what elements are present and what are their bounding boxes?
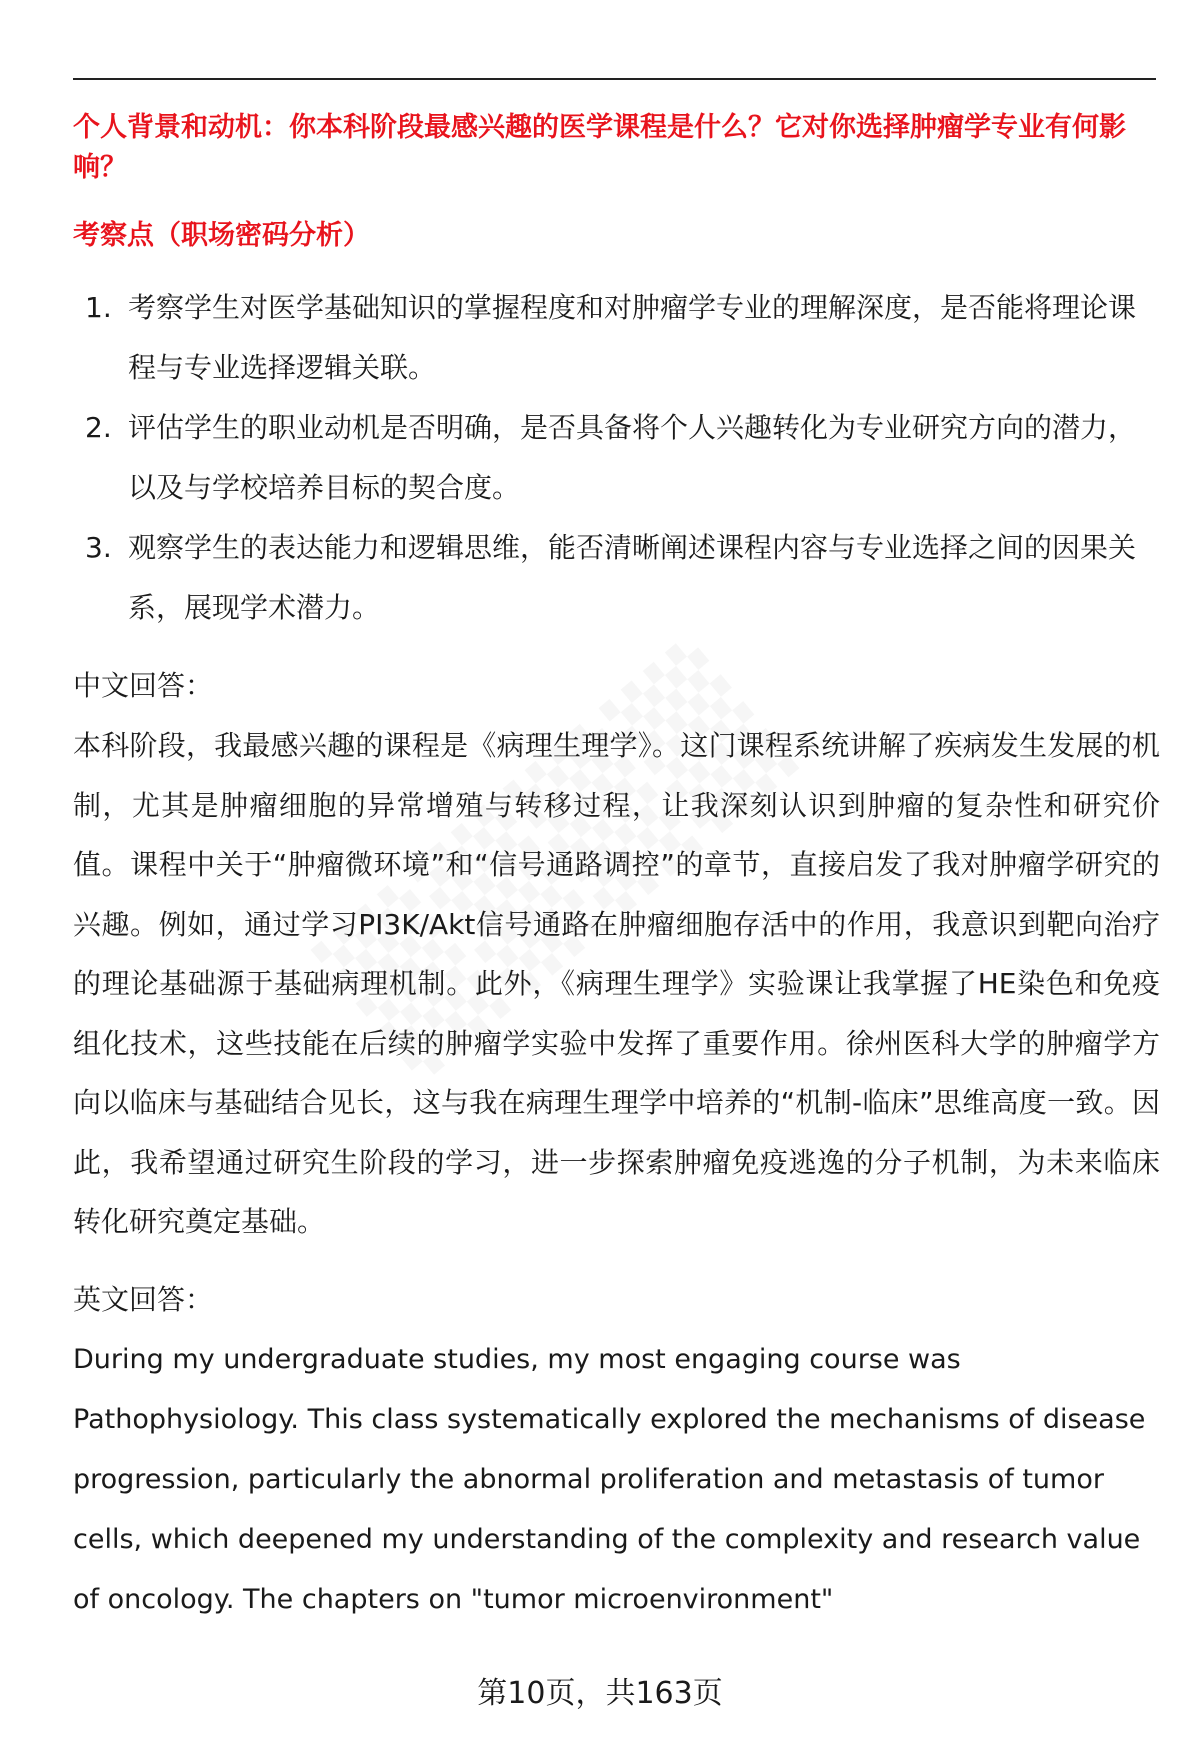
exam-points-title: 考察点（职场密码分析） bbox=[73, 220, 370, 251]
english-answer-label: 英文回答： bbox=[73, 1282, 214, 1316]
exam-point-text: 考察学生对医学基础知识的掌握程度和对肿瘤学专业的理解深度，是否能将理论课程与专业选择逻辑关联。 bbox=[128, 291, 1137, 384]
exam-point-text: 评估学生的职业动机是否明确，是否具备将个人兴趣转化为专业研究方向的潜力，以及与学校培养目标的契合度。 bbox=[128, 411, 1137, 504]
page-content bbox=[73, 108, 1160, 1630]
exam-point-item bbox=[73, 398, 1160, 518]
header-rule bbox=[73, 78, 1156, 80]
question-title: 个人背景和动机：你本科阶段最感兴趣的医学课程是什么？它对你选择肿瘤学专业有何影响？ bbox=[73, 112, 1126, 183]
exam-point-number: 1. bbox=[85, 291, 112, 324]
chinese-answer-label: 中文回答： bbox=[73, 669, 214, 702]
exam-point-item bbox=[73, 278, 1160, 398]
exam-point-number: 2. bbox=[85, 411, 112, 444]
chinese-answer-text: 本科阶段，我最感兴趣的课程是《病理生理学》。这门课程系统讲解了疾病发生发展的机制，尤其是肿瘤细胞的异常增殖与转移过程，让我深刻认识到肿瘤的复杂性和研究价值。课程中关于“肿瘤微环境”和“信号通路调控”的章节，直接启发了我对肿瘤学研究的兴趣。例如，通过学习PI3K/Akt信号通路在肿瘤细胞存活中的作用，我意识到靶向治疗的理论基础源于基础病理机制。此外，《病理生理学》实验课让我掌握了HE染色和免疫组化技术，这些技能在后续的肿瘤学实验中发挥了重要作用。徐州医科大学的肿瘤学方向以临床与基础结合见长，这与我在病理生理学中培养的“机制-临床”思维高度一致。因此，我希望通过研究生阶段的学习，进一步探索肿瘤免疫逃逸的分子机制，为未来临床转化研究奠定基础。 bbox=[73, 729, 1160, 1238]
exam-points-list bbox=[73, 278, 1160, 638]
exam-point-item bbox=[73, 518, 1160, 638]
page-footer: 第10页，共163页 bbox=[477, 1676, 723, 1711]
english-answer-text: During my undergraduate studies, my most engaging course was Pathophysiology. This class systematically explored the mechanisms of disease progression, particularly the abnormal proliferation and metastasis of tumor cells, which deepened my understanding of the complexity and research value of oncology. The chapters on "tumor microenvironment" bbox=[73, 1343, 1146, 1615]
exam-point-number: 3. bbox=[85, 531, 112, 564]
exam-point-text: 观察学生的表达能力和逻辑思维，能否清晰阐述课程内容与专业选择之间的因果关系，展现学术潜力。 bbox=[128, 531, 1137, 624]
